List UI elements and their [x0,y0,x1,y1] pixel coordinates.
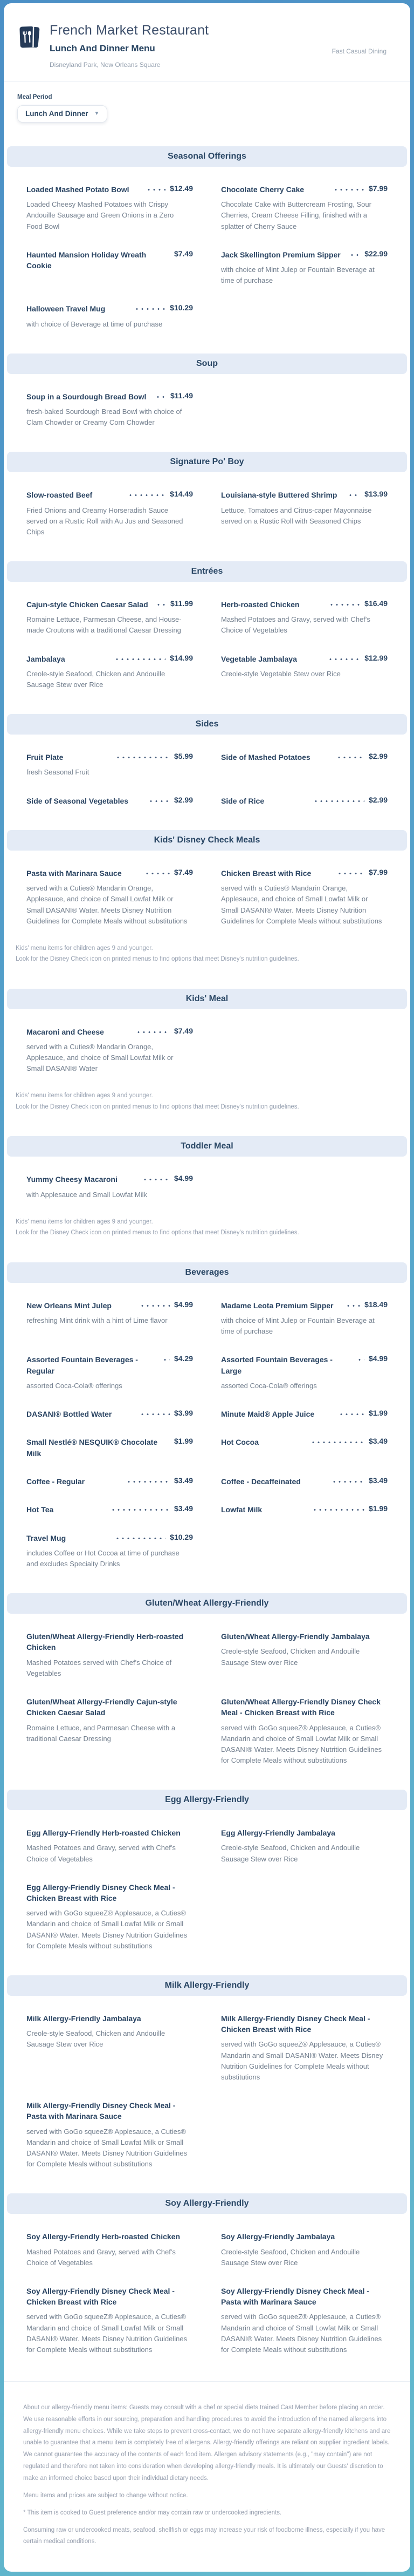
item-description: Creole-style Seafood, Chicken and Andouille Sausage Stew over Rice [221,1844,360,1863]
menu-item [221,654,388,691]
item-name: Halloween Travel Mug [26,304,106,314]
item-name: Side of Mashed Potatoes [221,753,310,762]
item-name: Soy Allergy-Friendly Disney Check Meal - Chicken Breast with Rice [26,2286,175,2307]
item-price: $11.49 [170,391,194,400]
section-items [4,167,410,330]
item-price: $4.29 [174,1354,193,1363]
item-name: Jambalaya [26,654,65,663]
section-items [4,374,410,429]
dot-leader [140,1305,170,1307]
menu-item-row [26,654,193,664]
item-description: served with GoGo squeeZ® Applesauce, a Cuties® Mandarin and choice of Small Lowfat Milk or Small DASANI® Water. Meets Disney Nutrition Guidelines for Complete Meals without substitutions [26,2313,188,2354]
item-description: with choice of Beverage at time of purchase [26,320,163,328]
dot-leader [162,1359,170,1361]
menu-sections [4,146,410,2355]
item-price: $10.29 [170,303,193,312]
menu-item-row [221,1354,388,1376]
menu-card [4,3,410,2572]
menu-item [221,1300,388,1337]
item-description: Creole-style Seafood, Chicken and Andouille Sausage Stew over Rice [26,2029,165,2049]
menu-item [221,490,388,538]
section-header-beverages: Beverages [7,1262,407,1283]
menu-item-row [221,599,388,610]
kids-note [4,927,410,965]
item-description: Creole-style Seafood, Chicken and Andouille Sausage Stew over Rice [221,1647,360,1667]
menu-item-row [26,2286,193,2308]
menu-item-row [221,752,388,763]
chevron-down-icon: ▼ [94,110,100,117]
item-description: Creole-style Seafood, Chicken and Andouille Sausage Stew over Rice [221,2247,360,2267]
section-header-milk-allergy-friendly: Milk Allergy-Friendly [7,1975,407,1996]
menu-item-row [221,1504,388,1515]
kids-note-line: Look for the Disney Check icon on printed menus to find options that meet Disney's nutrition guidelines. [16,1229,299,1236]
dot-leader [134,308,165,310]
menu-item-row [221,2231,388,2242]
menu-item-row [221,1409,388,1419]
menu-item-row [26,1696,193,1718]
item-name: Fruit Plate [26,753,64,762]
header-text [50,23,209,69]
item-name: Side of Rice [221,796,265,805]
menu-item [26,1827,193,1865]
menu-item-row [26,1027,193,1037]
section-items [4,1283,410,1569]
menu-item-row [26,1437,193,1459]
item-name: Soy Allergy-Friendly Herb-roasted Chicken [26,2232,180,2241]
footer-paragraph: About our allergy-friendly menu items: Guests may consult with a chef or special diets trained Cast Member before placing an order. We use reasonable efforts in our sourcing, preparation and handling procedures to avoid the introduction of the named allergens into allergy-friendly menu choices. While we take steps to prevent cross-contact, we do not have separate allergy-friendly kitchens and are unable to guarantee that a menu item is completely free of allergens. Allergy-friendly offerings are reliant on supplier ingredient labels. We cannot guarantee the accuracy of the contents of each food item. Allergen advisory statements (e.g., "may contain") are not regulated and therefore not taken into consideration when developing allergy-friendly meals. It is ultimately our Guests' discretion to make an informed choice based upon their individual dietary needs. [23,2404,391,2482]
menu-item [26,1437,193,1459]
item-name: Madame Leota Premium Sipper [221,1301,334,1310]
item-description: served with GoGo squeeZ® Applesauce, a Cuties® Mandarin and choice of Small Lowfat Milk or Small DASANI® Water. Meets Disney Nutrition Guidelines for Complete Meals without substitutions [26,2127,188,2169]
dot-leader [329,604,360,606]
menu-item-row [26,752,193,763]
dot-leader [310,1442,364,1443]
menu-item-row [26,868,193,879]
section-items [4,1614,410,1766]
footer-paragraph: Consuming raw or undercooked meats, seafood, shellfish or eggs may increase your risk of foodborne illness, especially if you have certain medical conditions. [23,2526,385,2545]
kids-note-line: Kids' menu items for children ages 9 and younger. [16,944,153,951]
section-header-kids-disney-check-meals: Kids' Disney Check Meals [7,830,407,851]
item-name: Loaded Mashed Potato Bowl [26,185,129,194]
item-name: Minute Maid® Apple Juice [221,1410,315,1419]
item-description: refreshing Mint drink with a hint of Lime flavor [26,1316,168,1325]
item-price: $13.99 [364,490,388,499]
section-items [4,1996,410,2170]
section-items [4,1157,410,1200]
menu-item [26,249,193,287]
item-price: $14.99 [170,653,193,662]
item-name: Coffee - Decaffeinated [221,1477,301,1486]
menu-item [221,2231,388,2268]
menu-item [26,868,193,927]
item-price: $7.49 [174,249,193,258]
item-description: Mashed Potatoes and Gravy, served with Chef's Choice of Vegetables [26,1844,176,1863]
dot-leader [357,1359,364,1361]
dining-type-label: Fast Casual Dining [332,47,387,55]
menu-item [26,1354,193,1391]
item-name: Soy Allergy-Friendly Disney Check Meal - Pasta with Marinara Sauce [221,2286,369,2307]
item-name: Pasta with Marinara Sauce [26,868,122,878]
item-description: includes Coffee or Hot Cocoa at time of purchase and excludes Specialty Drinks [26,1548,180,1568]
menu-item-row [26,796,193,806]
menu-item-row [221,2013,388,2035]
dot-leader [155,396,166,398]
dot-leader [312,1509,364,1511]
item-description: Fried Onions and Creamy Horseradish Sauce served on a Rustic Roll with Au Jus and Seasoned Chips [26,506,183,536]
dot-leader [328,658,361,660]
menu-item-row [26,490,193,500]
dot-leader [115,1538,166,1539]
item-name: Gluten/Wheat Allergy-Friendly Disney Check Meal - Chicken Breast with Rice [221,1697,381,1717]
item-name: Gluten/Wheat Allergy-Friendly Jambalaya [221,1632,370,1641]
restaurant-location: Disneyland Park, New Orleans Square [50,61,161,69]
dot-leader [144,873,170,874]
item-price: $3.49 [368,1437,388,1446]
item-description: served with a Cuties® Mandarin Orange, Applesauce, and choice of Small Lowfat Milk or Small DASANI® Water. Meets Disney Nutrition Guidelines for Complete Meals without substitutions [221,884,382,925]
dot-leader [128,494,165,496]
item-price: $1.99 [174,1437,193,1446]
dot-leader [114,658,165,660]
menu-item-row [26,2013,193,2024]
section-items [4,1810,410,1952]
menu-item [221,1354,388,1391]
section-header-entr-es: Entrées [7,561,407,582]
item-name: Egg Allergy-Friendly Jambalaya [221,1829,335,1838]
menu-item [221,599,388,636]
menu-item [26,1504,193,1515]
item-description: Mashed Potatoes and Gravy, served with Chef's Choice of Vegetables [26,2247,176,2267]
menu-item-row [26,1504,193,1515]
item-name: Milk Allergy-Friendly Jambalaya [26,2014,141,2023]
item-price: $1.99 [368,1409,388,1418]
header [4,3,410,81]
dot-leader [111,1509,170,1511]
meal-period-filter [4,82,410,123]
item-description: with choice of Mint Julep or Fountain Beverage at time of purchase [221,1316,375,1336]
menu-item [221,1437,388,1459]
item-price: $14.49 [170,490,193,499]
item-price: $7.99 [368,867,388,876]
menu-item-row [26,2100,193,2122]
kids-note [4,1200,410,1239]
item-description: assorted Coca-Cola® offerings [221,1381,317,1390]
menu-item [26,1174,193,1200]
item-name: Yummy Cheesy Macaroni [26,1175,118,1184]
item-name: Hot Cocoa [221,1438,259,1447]
item-name: Small Nestlé® NESQUIK® Chocolate Milk [26,1438,158,1458]
menu-item-row [221,1437,388,1447]
menu-item-row [26,1631,193,1653]
section-items [4,2214,410,2355]
dot-leader [332,1481,364,1483]
kids-note [4,1074,410,1112]
section-header-egg-allergy-friendly: Egg Allergy-Friendly [7,1790,407,1810]
legal-footer [4,2382,410,2548]
menu-item [26,796,193,806]
menu-item-row [221,796,388,806]
item-name: Soup in a Sourdough Bread Bowl [26,392,147,401]
item-name: Hot Tea [26,1505,54,1514]
dot-leader [148,800,170,802]
menu-item [26,2231,193,2268]
kids-note-line: Kids' menu items for children ages 9 and younger. [16,1092,153,1099]
item-name: Milk Allergy-Friendly Disney Check Meal - Pasta with Marinara Sauce [26,2101,176,2121]
item-price: $3.49 [174,1504,194,1513]
menu-item-row [221,1300,388,1311]
menu-item [221,1504,388,1515]
menu-item-row [221,868,388,879]
item-name: Egg Allergy-Friendly Disney Check Meal - Chicken Breast with Rice [26,1882,175,1903]
menu-item [221,2013,388,2083]
item-name: Haunted Mansion Holiday Wreath Cookie [26,250,147,270]
dot-leader [115,757,170,758]
menu-item-row [26,184,193,195]
item-price: $3.99 [174,1409,193,1418]
menu-item [26,391,193,429]
item-price: $3.49 [174,1476,194,1485]
menu-item [221,1476,388,1487]
item-name: Macaroni and Cheese [26,1027,104,1036]
item-price: $7.49 [174,1026,194,1035]
item-name: Travel Mug [26,1533,66,1542]
section-items [4,472,410,538]
menu-item-row [221,1476,388,1487]
menu-item-row [221,1827,388,1838]
section-header-toddler-meal: Toddler Meal [7,1136,407,1157]
menu-item [26,1300,193,1337]
item-description: assorted Coca-Cola® offerings [26,1381,122,1390]
section-header-seasonal-offerings: Seasonal Offerings [7,146,407,167]
item-name: Lowfat Milk [221,1505,263,1514]
item-description: fresh Seasonal Fruit [26,768,89,777]
item-description: Lettuce, Tomatoes and Citrus-caper Mayonnaise served on a Rustic Roll with Seasoned Chips [221,506,372,525]
kids-note-line: Kids' menu items for children ages 9 and younger. [16,1218,153,1225]
item-description: Creole-style Seafood, Chicken and Andouille Sausage Stew over Rice [26,669,165,689]
item-name: Assorted Fountain Beverages - Regular [26,1355,138,1375]
item-price: $2.99 [368,795,388,804]
item-name: Slow-roasted Beef [26,491,93,500]
menu-item-row [221,2286,388,2308]
dot-leader [146,189,165,191]
menu-item-row [221,490,388,500]
menu-item [26,752,193,778]
menu-item-row [26,1476,193,1487]
dot-leader [156,604,166,606]
item-price: $4.99 [368,1354,388,1363]
footer-paragraph: Menu items and prices are subject to change without notice. [23,2492,188,2499]
menu-item [26,2286,193,2355]
menu-item-row [26,1300,193,1311]
section-items [4,1009,410,1075]
section-items [4,735,410,806]
menu-item [221,1827,388,1865]
item-description: fresh-baked Sourdough Bread Bowl with choice of Clam Chowder or Creamy Corn Chowder [26,407,182,427]
menu-item [26,490,193,538]
item-name: Egg Allergy-Friendly Herb-roasted Chicken [26,1829,181,1838]
section-header-soy-allergy-friendly: Soy Allergy-Friendly [7,2193,407,2214]
restaurant-menu-icon [17,24,42,51]
dot-leader [333,189,364,191]
menu-item-row [26,249,193,271]
menu-item [221,1631,388,1679]
section-header-soup: Soup [7,354,407,374]
kids-note-line: Look for the Disney Check icon on printed menus to find options that meet Disney's nutrition guidelines. [16,1103,299,1110]
menu-item [26,1533,193,1570]
menu-item-row [221,1631,388,1642]
section-header-sides: Sides [7,714,407,735]
item-name: New Orleans Mint Julep [26,1301,112,1310]
item-description: served with GoGo squeeZ® Applesauce, a Cuties® Mandarin and choice of Small Lowfat Milk or Small DASANI® Water. Meets Disney Nutrition Guidelines for Complete Meals without substitutions [221,1723,382,1765]
item-name: Cajun-style Chicken Caesar Salad [26,600,148,609]
item-name: DASANI® Bottled Water [26,1410,112,1419]
meal-period-selected-value: Lunch And Dinner [25,110,88,118]
section-header-signature-po-boy: Signature Po' Boy [7,452,407,472]
item-name: Gluten/Wheat Allergy-Friendly Cajun-style Chicken Caesar Salad [26,1697,177,1717]
menu-item [221,2286,388,2355]
item-description: Romaine Lettuce, and Parmesan Cheese with a traditional Caesar Dressing [26,1723,176,1743]
menu-item-row [26,1409,193,1419]
item-price: $4.99 [174,1300,194,1309]
item-description: served with GoGo squeeZ® Applesauce, a Cuties® Mandarin and choice of Small Lowfat Milk or Small DASANI® Water. Meets Disney Nutrition Guidelines for Complete Meals without substitutions [26,1909,188,1950]
item-price: $11.99 [170,599,193,608]
menu-item [221,184,388,232]
item-description: served with a Cuties® Mandarin Orange, Applesauce, and choice of Small Lowfat Milk or Small DASANI® Water [26,1043,174,1073]
item-name: Coffee - Regular [26,1477,85,1486]
menu-item [26,1027,193,1075]
item-description: served with a Cuties® Mandarin Orange, Applesauce, and choice of Small Lowfat Milk or Small DASANI® Water. Meets Disney Nutrition Guidelines for Complete Meals without substitutions [26,884,188,925]
menu-item-row [26,391,193,402]
menu-title: Lunch And Dinner Menu [50,43,155,53]
item-price: $16.49 [364,599,388,608]
menu-item [26,1882,193,1952]
menu-item-row [26,1354,193,1376]
item-name: Jack Skellington Premium Sipper [221,250,341,259]
item-description: with choice of Mint Julep or Fountain Beverage at time of purchase [221,266,375,285]
item-name: Assorted Fountain Beverages - Large [221,1355,333,1375]
item-description: Loaded Cheesy Mashed Potatoes with Crispy Andouille Sausage and Green Onions in a Zero Food Bowl [26,200,174,230]
section-items [4,582,410,690]
menu-item-row [26,303,193,314]
menu-item-row [26,1827,193,1838]
item-price: $22.99 [364,249,388,258]
meal-period-dropdown[interactable] [17,105,107,123]
menu-item [26,654,193,691]
menu-item [221,796,388,806]
section-header-gluten-wheat-allergy-friendly: Gluten/Wheat Allergy-Friendly [7,1593,407,1614]
item-description: served with GoGo squeeZ® Applesauce, a Cuties® Mandarin and choice of Small Lowfat Milk or Small DASANI® Water. Meets Disney Nutrition Guidelines for Complete Meals without substitutions [221,2313,382,2354]
section-header-kids-meal: Kids' Meal [7,989,407,1009]
item-name: Milk Allergy-Friendly Disney Check Meal - Chicken Breast with Rice [221,2014,370,2034]
item-name: Chocolate Cherry Cake [221,185,305,194]
dot-leader [337,873,364,874]
menu-item [221,752,388,778]
item-price: $18.49 [364,1300,388,1309]
menu-item-row [26,2231,193,2242]
dot-leader [140,1413,170,1415]
menu-item [221,1409,388,1419]
dot-leader [349,254,360,256]
menu-item [26,599,193,636]
dot-leader [346,1305,360,1307]
dot-leader [142,1179,170,1180]
menu-item [221,249,388,287]
menu-item-row [221,654,388,664]
item-name: Soy Allergy-Friendly Jambalaya [221,2232,335,2241]
menu-item [26,1631,193,1679]
item-description: served with GoGo squeeZ® Applesauce, a Cuties® Mandarin and Small DASANI® Water. Meets Disney Nutrition Guidelines for Complete Meals without substitutions [221,2040,383,2081]
menu-item [221,868,388,927]
item-price: $4.99 [174,1174,193,1183]
menu-item [26,184,193,232]
menu-item [26,1476,193,1487]
dot-leader [348,494,360,496]
dot-leader [126,1481,170,1483]
menu-item-row [26,1533,193,1544]
item-description: Mashed Potatoes served with Chef's Choice of Vegetables [26,1658,172,1677]
item-name: Louisiana-style Buttered Shrimp [221,491,337,500]
item-description: Chocolate Cake with Buttercream Frosting, Sour Cherries, Cream Cheese Filling, finished with a splatter of Cherry Sauce [221,200,371,230]
dot-leader [339,1413,364,1415]
menu-item-row [221,184,388,195]
item-name: Chicken Breast with Rice [221,868,312,878]
menu-item-row [221,1696,388,1718]
item-price: $2.99 [368,752,388,761]
menu-item-row [26,599,193,610]
item-description: Mashed Potatoes and Gravy, served with Chef's Choice of Vegetables [221,615,370,635]
menu-item [221,1696,388,1766]
meal-period-label: Meal Period [17,94,52,100]
item-price: $5.99 [174,752,194,761]
item-name: Side of Seasonal Vegetables [26,796,129,805]
item-price: $12.99 [364,653,388,662]
dot-leader [136,1031,170,1033]
restaurant-name: French Market Restaurant [50,23,209,38]
menu-item-row [26,1882,193,1904]
dot-leader [336,757,364,758]
menu-item-row [221,249,388,260]
item-price: $12.49 [170,184,193,193]
menu-item-row [26,1174,193,1185]
menu-item [26,1409,193,1419]
kids-note-line: Look for the Disney Check icon on printed menus to find options that meet Disney's nutrition guidelines. [16,956,299,963]
item-price: $1.99 [368,1504,388,1513]
menu-item [26,1696,193,1766]
item-price: $3.49 [368,1476,388,1485]
item-name: Vegetable Jambalaya [221,654,297,663]
dot-leader [313,800,364,802]
item-name: Gluten/Wheat Allergy-Friendly Herb-roasted Chicken [26,1632,184,1652]
item-price: $2.99 [174,795,193,804]
item-price: $7.49 [174,867,193,876]
section-items [4,851,410,927]
menu-item [26,303,193,329]
item-price: $7.99 [368,184,388,193]
item-description: Romaine Lettuce, Parmesan Cheese, and House-made Croutons with a traditional Caesar Dressing [26,615,182,635]
item-name: Herb-roasted Chicken [221,600,300,609]
menu-item [26,2100,193,2170]
item-description: Creole-style Vegetable Stew over Rice [221,669,341,678]
menu-item [26,2013,193,2083]
item-price: $10.29 [170,1532,193,1541]
footer-paragraph: * This item is cooked to Guest preference and/or may contain raw or undercooked ingredients. [23,2509,282,2516]
item-description: with Applesauce and Small Lowfat Milk [26,1190,148,1199]
